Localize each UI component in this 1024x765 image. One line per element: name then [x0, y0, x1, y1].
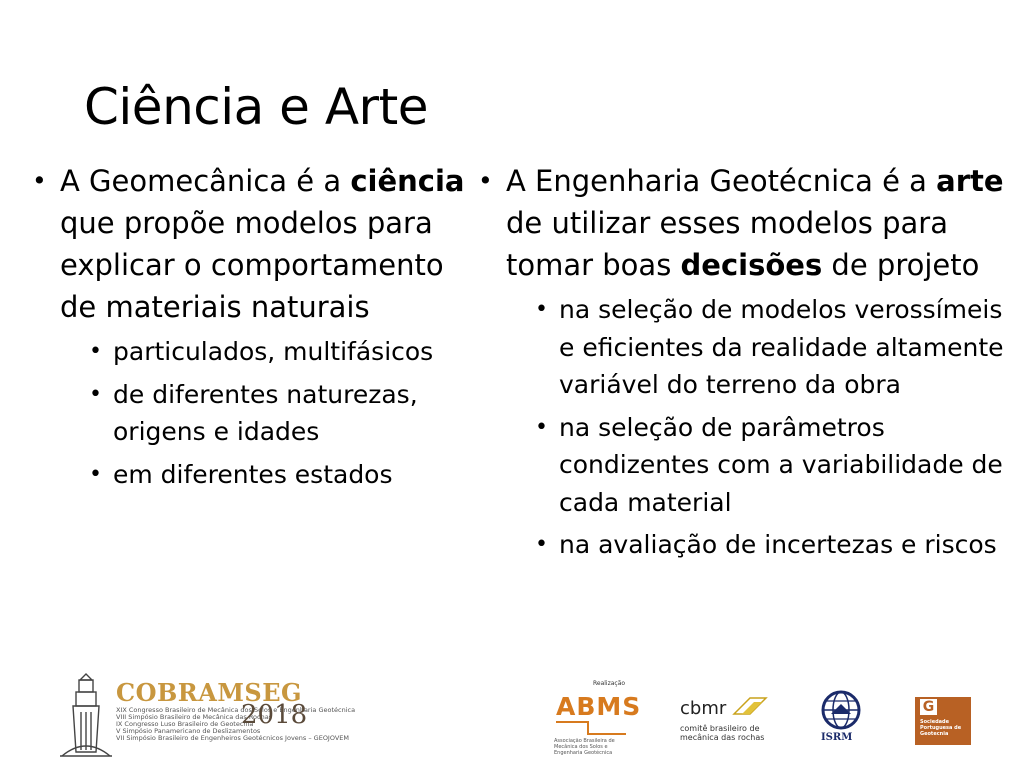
right-subitem-text: na avaliação de incertezas e riscos	[559, 530, 997, 559]
left-subitem	[62, 456, 475, 494]
slide-title: Ciência e Arte	[84, 78, 428, 136]
right-bullet-text-3: de projeto	[822, 248, 980, 282]
bullet-marker: •	[478, 166, 493, 195]
bullet-marker: •	[89, 339, 102, 364]
abms-logo	[548, 680, 642, 758]
cbmr-subtitle: comitê brasileiro de mecânica das rochas	[680, 724, 765, 742]
left-column	[30, 160, 475, 493]
left-subitem-text: particulados, multifásicos	[113, 337, 434, 366]
spg-logo	[915, 697, 971, 745]
spg-subtitle: Sociedade Portuguesa de Geotecnia	[920, 719, 962, 737]
cobramseg-name: COBRAMSEG	[116, 678, 303, 707]
abms-subtitle: Associação Brasileira de Mecânica dos Solos e Engenharia Geotécnica	[554, 738, 615, 756]
left-bullet-bold: ciência	[350, 164, 465, 198]
left-subitem	[62, 376, 475, 451]
bullet-marker: •	[535, 532, 548, 557]
left-bullet	[30, 160, 475, 328]
cbmr-logo	[680, 692, 770, 742]
abms-top-label: Realização	[593, 680, 626, 687]
right-bullet-bold-2: decisões	[680, 248, 823, 282]
cobramseg-lines	[116, 707, 356, 742]
abms-mark-icon	[548, 718, 634, 738]
left-bullet-text-2: que propõe modelos para explicar o comportamento de materiais naturais	[60, 206, 444, 324]
globe-icon	[819, 690, 863, 732]
right-subitem-text: na seleção de modelos verossímeis e eficientes da realidade altamente variável do terreno da obra	[559, 295, 1004, 399]
cobramseg-logo	[58, 672, 356, 758]
bullet-marker: •	[32, 166, 47, 195]
isrm-wordmark: ISRM	[821, 732, 853, 743]
left-subitem-text: de diferentes naturezas, origens e idades	[113, 379, 418, 446]
cobramseg-line: V Simpósio Panamericano de Deslizamentos	[116, 727, 261, 735]
cbmr-wordmark: cbmr	[680, 698, 727, 719]
bullet-marker: •	[89, 381, 102, 407]
left-subitem	[62, 333, 475, 371]
cobramseg-line: VIII Simpósio Brasileiro de Mecânica das Rochas	[116, 713, 273, 721]
cobramseg-line: VII Simpósio Brasileiro de Engenheiros Geotécnicos Jovens – GEOJOVEM	[116, 734, 350, 742]
spg-letter: G	[920, 699, 937, 715]
bullet-marker: •	[535, 414, 548, 440]
cobramseg-line: XIX Congresso Brasileiro de Mecânica dos Solos e Engenharia Geotécnica	[116, 706, 356, 714]
right-subitem-text: na seleção de parâmetros condizentes com a variabilidade de cada material	[559, 412, 1003, 517]
left-bullet-text-1: A Geomecânica é a	[60, 164, 351, 198]
right-bullet-text-2: de utilizar esses modelos para tomar boas	[506, 206, 948, 282]
tower-icon	[58, 672, 114, 758]
right-subitem	[508, 409, 1011, 522]
cbmr-mark-icon	[732, 694, 768, 718]
right-column	[476, 160, 1011, 564]
right-subitem	[508, 291, 1011, 404]
cobramseg-line: IX Congresso Luso Brasileiro de Geotecnia	[116, 720, 254, 728]
right-bullet-text-1: A Engenharia Geotécnica é a	[506, 164, 937, 198]
abms-wordmark: ABMS	[556, 692, 642, 721]
bullet-marker: •	[535, 297, 548, 322]
isrm-logo	[819, 690, 863, 750]
cobramseg-year: 2018	[241, 700, 308, 730]
bullet-marker: •	[89, 461, 102, 487]
left-subitem-text: em diferentes estados	[113, 459, 393, 489]
right-subitem	[508, 526, 1011, 564]
right-bullet-bold-1: arte	[936, 164, 1004, 198]
right-bullet	[476, 160, 1011, 286]
